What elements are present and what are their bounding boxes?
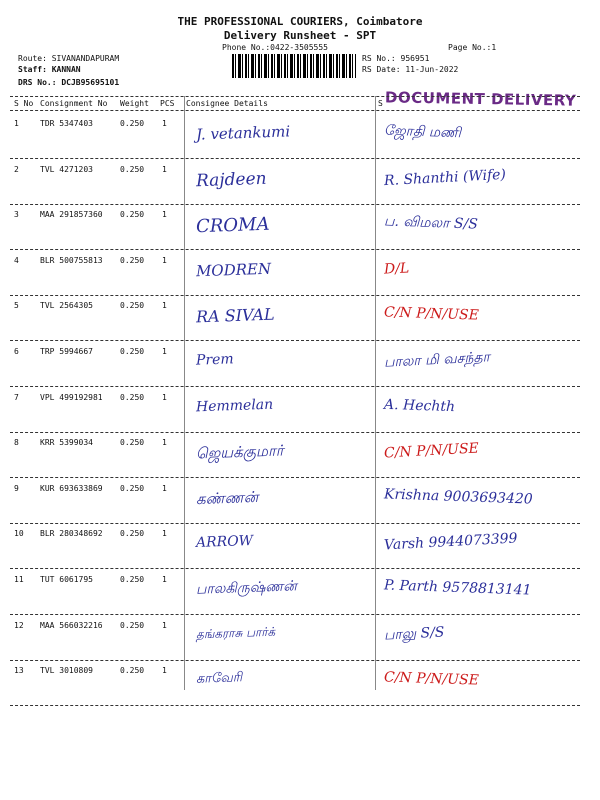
row-weight: 0.250 xyxy=(120,529,145,538)
row-consignee-handwriting: காவேரி xyxy=(195,670,243,687)
row-receiver-signature: R. Shanthi (Wife) xyxy=(383,166,507,190)
row-receiver-signature: பாலு S/S xyxy=(383,624,445,644)
row-receiver-signature: C/N P/N/USE xyxy=(383,304,480,324)
row-consignment: VPL 499192981 xyxy=(40,393,103,402)
route: Route: SIVANANDAPURAM xyxy=(18,54,120,63)
row-receiver-signature: P. Parth 9578813141 xyxy=(383,577,532,599)
col-sno: S No xyxy=(14,99,34,108)
row-weight: 0.250 xyxy=(120,438,145,447)
row-consignment: KRR 5399034 xyxy=(40,438,93,447)
row-divider xyxy=(10,295,580,296)
row-consignee-handwriting: ARROW xyxy=(195,533,254,551)
row-sno: 6 xyxy=(14,347,19,356)
row-weight: 0.250 xyxy=(120,575,145,584)
row-consignee-handwriting: தங்கராசு பார்க் xyxy=(195,624,276,642)
row-receiver-signature: C/N P/N/USE xyxy=(383,669,480,689)
row-pcs: 1 xyxy=(162,210,167,219)
barcode xyxy=(232,54,356,78)
page-number: Page No.:1 xyxy=(448,43,497,52)
row-receiver-signature: D/L xyxy=(383,260,410,278)
row-consignee-handwriting: Hemmelan xyxy=(195,396,274,416)
row-pcs: 1 xyxy=(162,119,167,128)
row-pcs: 1 xyxy=(162,256,167,265)
row-receiver-signature: Varsh 9944073399 xyxy=(383,530,518,554)
consignee-divider xyxy=(184,96,185,690)
row-sno: 10 xyxy=(14,529,24,538)
rs-number: RS No.: 956951 xyxy=(362,54,430,63)
row-sno: 4 xyxy=(14,256,19,265)
row-weight: 0.250 xyxy=(120,165,145,174)
col-signature: S xyxy=(378,99,383,108)
row-sno: 3 xyxy=(14,210,19,219)
row-weight: 0.250 xyxy=(120,256,145,265)
row-consignee-handwriting: கண்ணன் xyxy=(195,487,259,509)
row-divider xyxy=(10,340,580,341)
drs-number: DRS No.: DCJB95695101 xyxy=(18,78,120,87)
row-consignment: TUT 6061795 xyxy=(40,575,93,584)
row-pcs: 1 xyxy=(162,165,167,174)
row-sno: 7 xyxy=(14,393,19,402)
row-receiver-signature: ஜோதி மணி xyxy=(383,122,462,142)
row-consignment: BLR 500755813 xyxy=(40,256,103,265)
row-weight: 0.250 xyxy=(120,210,145,219)
row-pcs: 1 xyxy=(162,529,167,538)
row-divider xyxy=(10,660,580,661)
row-sno: 8 xyxy=(14,438,19,447)
phone-number: Phone No.:0422-3505555 xyxy=(222,43,328,52)
runsheet-subtitle: Delivery Runsheet - SPT xyxy=(223,29,377,42)
row-receiver-signature: ப. விமலா S/S xyxy=(383,213,479,233)
row-sno: 13 xyxy=(14,666,24,675)
row-consignment: KUR 693633869 xyxy=(40,484,103,493)
row-divider xyxy=(10,568,580,569)
row-pcs: 1 xyxy=(162,438,167,447)
table-top-rule xyxy=(10,96,580,97)
row-consignment: MAA 566032216 xyxy=(40,621,103,630)
row-pcs: 1 xyxy=(162,621,167,630)
row-consignee-handwriting: Prem xyxy=(195,351,234,369)
row-sno: 9 xyxy=(14,484,19,493)
row-pcs: 1 xyxy=(162,575,167,584)
company-title: THE PROFESSIONAL COURIERS, Coimbatore xyxy=(177,15,423,28)
row-pcs: 1 xyxy=(162,393,167,402)
row-consignee-handwriting: J. vetankumi xyxy=(195,122,291,144)
row-divider xyxy=(10,705,580,706)
row-consignment: TRP 5994667 xyxy=(40,347,93,356)
row-consignee-handwriting: பாலகிருஷ்ணன் xyxy=(195,578,298,598)
row-consignment: MAA 291857360 xyxy=(40,210,103,219)
row-weight: 0.250 xyxy=(120,484,145,493)
row-receiver-signature: பாலா மி வசந்தா xyxy=(383,349,491,371)
row-consignee-handwriting: MODREN xyxy=(195,259,272,281)
row-consignment: TVL 4271203 xyxy=(40,165,93,174)
row-receiver-signature: A. Hechth xyxy=(383,396,456,416)
col-consignee: Consignee Details xyxy=(186,99,268,108)
row-sno: 5 xyxy=(14,301,19,310)
row-consignee-handwriting: RA SIVAL xyxy=(195,304,275,327)
row-receiver-signature: C/N P/N/USE xyxy=(383,440,480,462)
row-sno: 11 xyxy=(14,575,24,584)
row-divider xyxy=(10,432,580,433)
row-consignment: TVL 2564305 xyxy=(40,301,93,310)
row-divider xyxy=(10,614,580,615)
row-divider xyxy=(10,204,580,205)
row-pcs: 1 xyxy=(162,301,167,310)
row-pcs: 1 xyxy=(162,666,167,675)
header-rule xyxy=(10,110,580,111)
row-sno: 12 xyxy=(14,621,24,630)
row-weight: 0.250 xyxy=(120,119,145,128)
row-weight: 0.250 xyxy=(120,347,145,356)
row-consignee-handwriting: Rajdeen xyxy=(195,168,267,192)
row-divider xyxy=(10,477,580,478)
col-weight: Weight xyxy=(120,99,149,108)
row-divider xyxy=(10,249,580,250)
document-delivery-stamp: DOCUMENT DELIVERY xyxy=(384,88,577,110)
row-weight: 0.250 xyxy=(120,301,145,310)
row-sno: 1 xyxy=(14,119,19,128)
staff: Staff: KANNAN xyxy=(18,65,81,74)
row-consignment: TDR 5347403 xyxy=(40,119,93,128)
row-divider xyxy=(10,386,580,387)
row-weight: 0.250 xyxy=(120,621,145,630)
row-consignment: TVL 3010809 xyxy=(40,666,93,675)
row-consignment: BLR 280348692 xyxy=(40,529,103,538)
row-weight: 0.250 xyxy=(120,666,145,675)
row-pcs: 1 xyxy=(162,347,167,356)
signature-divider xyxy=(375,96,376,690)
rs-date: RS Date: 11-Jun-2022 xyxy=(362,65,459,74)
col-consignment: Consignment No xyxy=(40,99,108,108)
row-divider xyxy=(10,158,580,159)
row-divider xyxy=(10,523,580,524)
row-consignee-handwriting: CROMA xyxy=(195,213,270,238)
col-pcs: PCS xyxy=(160,99,175,108)
row-sno: 2 xyxy=(14,165,19,174)
row-pcs: 1 xyxy=(162,484,167,493)
row-consignee-handwriting: ஜெயக்குமார் xyxy=(195,441,284,463)
row-receiver-signature: Krishna 9003693420 xyxy=(383,486,533,508)
row-weight: 0.250 xyxy=(120,393,145,402)
